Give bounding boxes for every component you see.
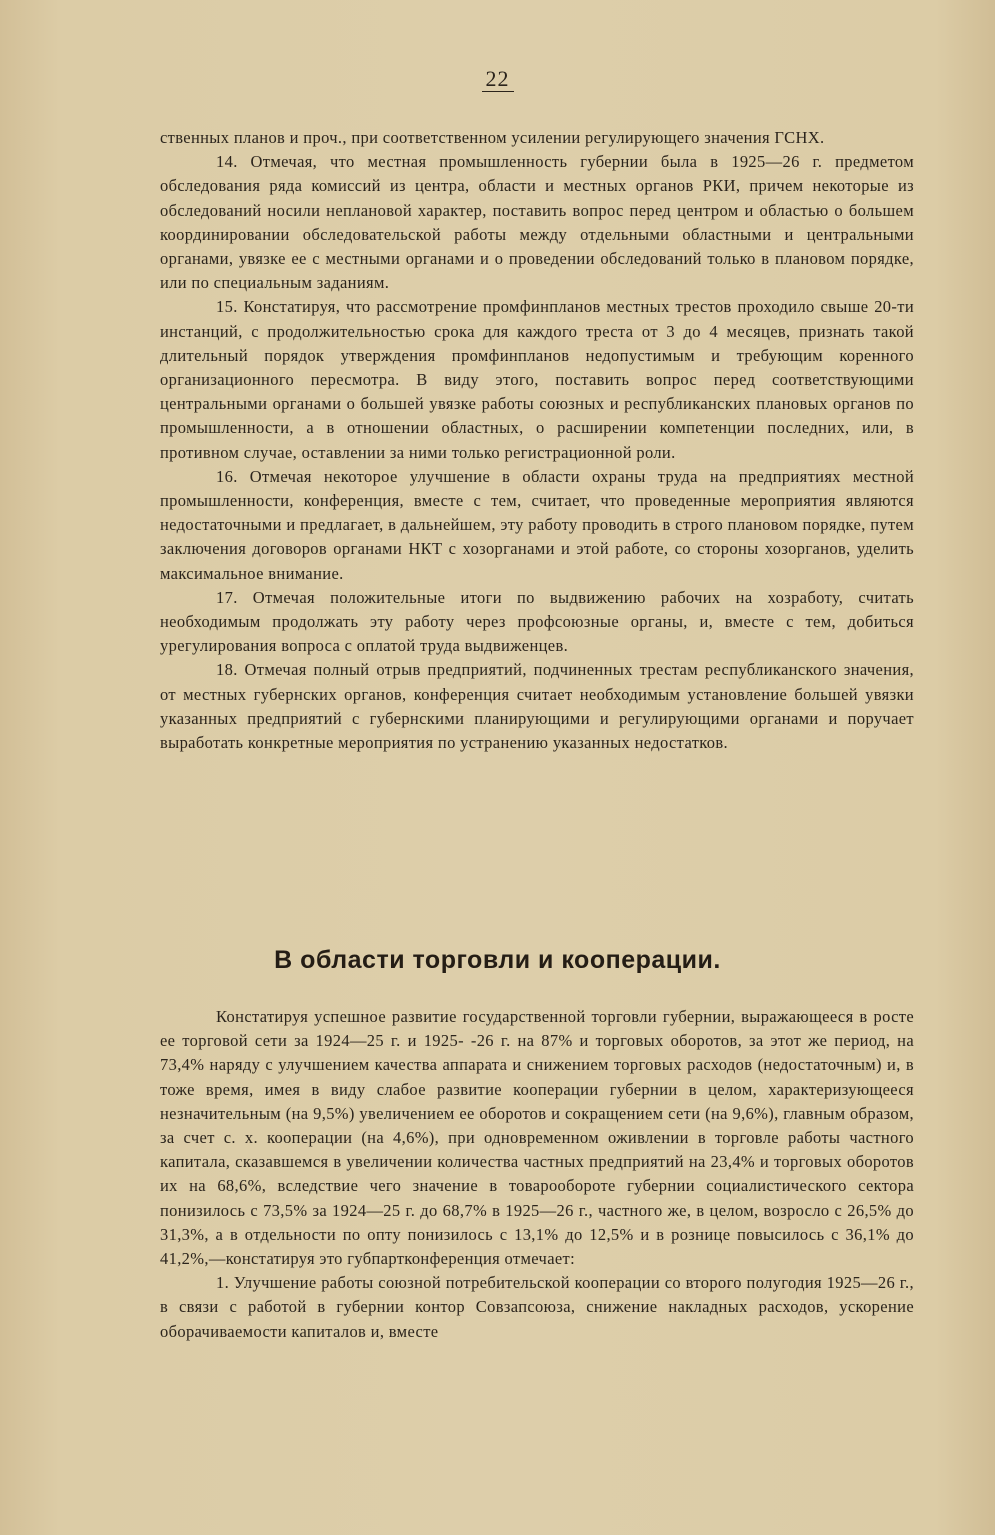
trade-cooperation-section xyxy=(160,1005,914,1344)
paragraph-item-18: 18. Отмечая полный отрыв предприятий, подчиненных трестам республиканского значения, от местных губернских органов, конференция считает необходимым установление большей увязки указанных предприятий с губернскими планирующими и регулирующими органами и поручает выработать конкретные мероприятия по устранению указанных недостатков. xyxy=(160,660,914,753)
page-number xyxy=(0,66,995,92)
paragraph-trade-item-1: 1. Улучшение работы союзной потребительской кооперации со второго полугодия 1925—26 г., в связи с работой в губернии контор Совзапсоюза, снижение накладных расходов, ускорение оборачиваемости капиталов и, вместе xyxy=(160,1273,914,1341)
page-number-value: 22 xyxy=(482,66,514,92)
paragraph-item-16: 16. Отмечая некоторое улучшение в области охраны труда на предприятиях местной промышленности, конференция, вместе с тем, считает, что проведенные мероприятия являются недостаточными и предлагает, в дальнейшем, эту работу проводить в строго плановом порядке, путем заключения договоров органами НКТ с хозорганами и этой работе, со стороны хозорганов, уделить максимальное внимание. xyxy=(160,466,914,583)
resolution-points-section xyxy=(160,126,914,755)
paragraph-item-14: 14. Отмечая, что местная промышленность губернии была в 1925—26 г. предметом обследования ряда комиссий из центра, области и местных органов РКИ, причем некоторые из обследований носили неплановой характер, поставить вопрос перед центром и областью о большем координировании обследовательской работы между отдельными областными и центральными органами, увязке ее с местными органами и о проведении обследований только в плановом порядке, или по специальным заданиям. xyxy=(160,152,914,293)
paragraph-item-17: 17. Отмечая положительные итоги по выдвижению рабочих на хозработу, считать необходимым продолжать эту работу через профсоюзные органы, и, вместе с тем, добиться урегулирования вопроса с оплатой труда выдвиженцев. xyxy=(160,587,914,656)
paragraph-item-15: 15. Констатируя, что рассмотрение промфинпланов местных трестов проходило свыше 20-ти инстанций, с продолжительностью срока для каждого треста от 3 до 4 месяцев, признать такой длительный порядок утверждения промфинпланов недопустимым и требующим коренного организационного пересмотра. В виду этого, поставить вопрос перед соответствующими центральными органами о большей увязке работы союзных и республиканских плановых органов по промышленности, а в отношении областных, о расширении компетенции последних, или, в противном случае, оставлении за ними только регистрационной роли. xyxy=(160,297,914,462)
section-heading: В области торговли и кооперации. xyxy=(274,946,721,974)
paragraph-continuation: ственных планов и проч., при соответственном усилении регулирующего значения ГСНХ. xyxy=(160,128,825,147)
paragraph-trade-intro: Констатируя успешное развитие государственной торговли губернии, выражающееся в росте ее торговой сети за 1924—25 г. и 1925- -26 г. на 87% и торговых оборотов, за этот же период, на 73,4% наряду с улучшением качества аппарата и снижением торговых расходов (недостаточным) и, в тоже время, имея в виду слабое развитие кооперации губернии в целом, характеризующееся незначительным (на 9,5%) увеличением ее оборотов и сокращением сети (на 9,6%), главным образом, за счет с. х. кооперации (на 4,6%), при одновременном оживлении в торговле работы частного капитала, сказавшемся в увеличении количества частных предприятий на 23,4% и торговых оборотов их на 68,6%, вследствие чего значение в товарообороте губернии социалистического сектора понизилось с 73,5% за 1924—25 г. до 68,7% в 1925—26 г., частного же, в целом, возросло с 26,5% до 31,3%, а в отдельности по опту понизилось с 13,1% до 12,5% и в рознице повысилось с 36,1% до 41,2%,—констатируя это губпартконференция отмечает: xyxy=(160,1007,914,1269)
